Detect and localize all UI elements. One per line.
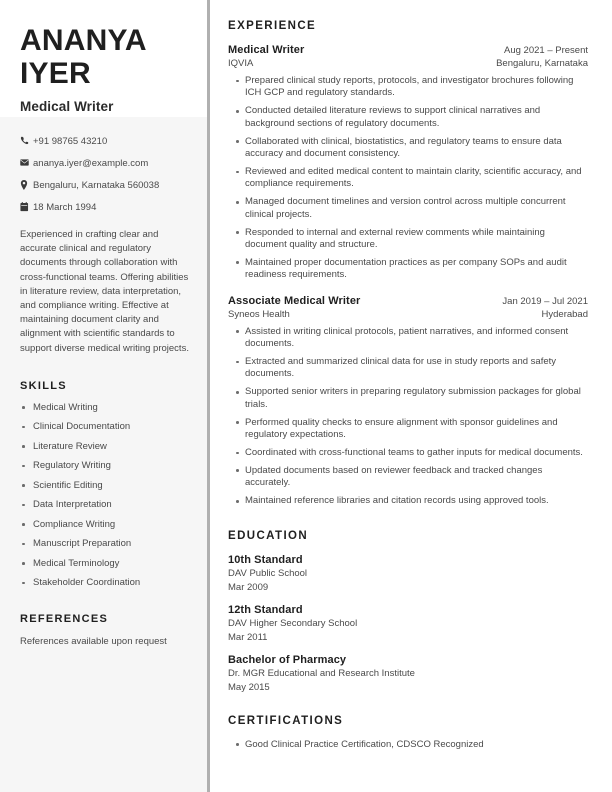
list-item: Good Clinical Practice Certification, CDSCO Recognized — [228, 739, 588, 751]
list-item: Medical Writing — [20, 402, 190, 414]
main-content — [228, 0, 588, 756]
skills-heading: SKILLS — [20, 379, 67, 392]
certifications-heading: CERTIFICATIONS — [228, 714, 344, 727]
job-date: Aug 2021 – Present — [504, 45, 588, 56]
experience-heading: EXPERIENCE — [228, 20, 317, 32]
contact-email — [20, 158, 190, 170]
contact-block — [20, 136, 190, 214]
list-item: Manuscript Preparation — [20, 538, 190, 550]
phone-icon — [20, 136, 33, 145]
job-title: Associate Medical Writer — [228, 294, 361, 307]
contact-email-value: ananya.iyer@example.com — [33, 158, 149, 169]
list-item: Performed quality checks to ensure alignment with sponsor guidelines and regulatory expectations. — [228, 417, 588, 442]
list-item: Regulatory Writing — [20, 460, 190, 472]
list-item: Assisted in writing clinical protocols, patient narratives, and informed consent documents. — [228, 326, 588, 351]
list-item: Clinical Documentation — [20, 421, 190, 433]
job-bullet-list — [228, 326, 588, 508]
candidate-name-line2: IYER — [20, 57, 91, 90]
list-item: Extracted and summarized clinical data for use in study reports and safety documents. — [228, 356, 588, 381]
education-heading: EDUCATION — [228, 529, 309, 542]
education-item — [228, 654, 588, 693]
education-degree: 12th Standard — [228, 603, 303, 616]
job-date: Jan 2019 – Jul 2021 — [502, 295, 588, 307]
envelope-icon — [20, 158, 33, 167]
job-location: Hyderabad — [541, 308, 588, 320]
list-item: Scientific Editing — [20, 480, 190, 492]
contact-location-value: Bengaluru, Karnataka 560038 — [33, 180, 160, 191]
contact-phone-value: +91 98765 43210 — [33, 136, 108, 147]
education-date: May 2015 — [228, 681, 270, 693]
references-heading: REFERENCES — [20, 613, 109, 626]
job-bullet-list — [228, 75, 588, 282]
list-item: Stakeholder Coordination — [20, 577, 190, 589]
list-item: Literature Review — [20, 441, 190, 453]
contact-phone — [20, 136, 190, 148]
profile-summary: Experienced in crafting clear and accurate clinical and regulatory documents through collaboration with cross-functional teams. Offering abilities in literature review, data interpretation, and compliance writing. Effective at maintaining document clarity and alignment with scientific standards to support diverse medical writing projects. — [20, 229, 189, 354]
education-date: Mar 2009 — [228, 581, 269, 593]
list-item: Maintained proper documentation practices as per company SOPs and audit readiness requirements. — [228, 257, 588, 282]
calendar-icon — [20, 202, 33, 212]
education-school: DAV Higher Secondary School — [228, 618, 358, 630]
list-item: Compliance Writing — [20, 519, 190, 531]
list-item: Data Interpretation — [20, 499, 190, 511]
experience-item — [228, 295, 588, 508]
job-title: Medical Writer — [228, 44, 305, 56]
education-date: Mar 2011 — [228, 631, 268, 643]
list-item: Collaborated with clinical, biostatistics, and regulatory teams to ensure data accuracy and document consistency. — [228, 136, 588, 161]
list-item: Maintained reference libraries and citation records using approved tools. — [228, 495, 588, 507]
experience-item — [228, 44, 588, 282]
job-location: Bengaluru, Karnataka — [496, 58, 588, 69]
candidate-name — [20, 0, 190, 90]
job-company: Syneos Health — [228, 308, 290, 320]
skills-list — [20, 402, 190, 590]
list-item: Responded to internal and external review comments while maintaining document quality and structure. — [228, 227, 588, 252]
references-text: References available upon request — [20, 636, 167, 648]
candidate-role: Medical Writer — [20, 99, 114, 114]
certifications-list — [228, 739, 588, 751]
education-degree: 10th Standard — [228, 553, 303, 566]
education-school: DAV Public School — [228, 568, 308, 580]
list-item: Managed document timelines and version control across multiple concurrent clinical projects. — [228, 196, 588, 221]
education-degree: Bachelor of Pharmacy — [228, 653, 347, 666]
contact-birthdate — [20, 202, 190, 214]
location-pin-icon — [20, 180, 33, 190]
candidate-name-line1: ANANYA — [20, 24, 147, 57]
list-item: Conducted detailed literature reviews to support clinical narratives and background sections of regulatory documents. — [228, 105, 588, 130]
list-item: Supported senior writers in preparing regulatory submission packages for global trials. — [228, 386, 588, 411]
education-item — [228, 554, 588, 593]
job-company: IQVIA — [228, 58, 254, 69]
list-item: Coordinated with cross-functional teams to gather inputs for medical documents. — [228, 447, 588, 459]
sidebar — [0, 0, 208, 792]
contact-birthdate-value: 18 March 1994 — [33, 202, 97, 213]
contact-location — [20, 180, 190, 192]
education-school: Dr. MGR Educational and Research Institute — [228, 668, 415, 680]
list-item: Medical Terminology — [20, 558, 190, 570]
list-item: Updated documents based on reviewer feedback and tracked changes accurately. — [228, 465, 588, 490]
education-item — [228, 604, 588, 643]
list-item: Reviewed and edited medical content to maintain clarity, scientific accuracy, and compliance requirements. — [228, 166, 588, 191]
list-item: Prepared clinical study reports, protocols, and investigator brochures following ICH GCP and regulatory standards. — [228, 75, 588, 100]
